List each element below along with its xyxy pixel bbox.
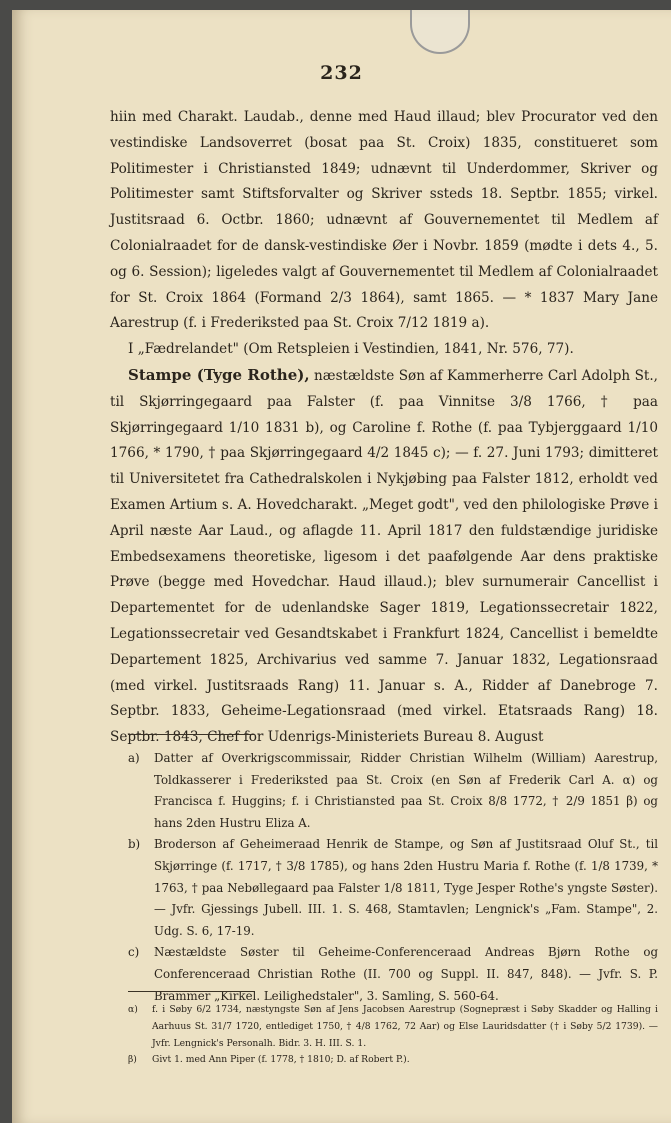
subnote-label: α) bbox=[128, 1004, 138, 1015]
footnote-divider bbox=[128, 734, 254, 735]
footnote-text: Datter af Overkrigscommissair, Ridder Christian Wilhelm (William) Aarestrup, Toldkasserer i Frederiksted paa St. Croix (en Søn af Frederik Carl A. α) og Francisca f. Huggins; f. i Christiansted paa St. Croix 8/8 1772, † 2/9 1851 β) og hans 2den Hustru Eliza A. bbox=[154, 751, 658, 830]
page-clip bbox=[410, 10, 470, 54]
footnote-text: Næstældste Søster til Geheime-Conferenceraad Andreas Bjørn Rothe og Conferenceraad Christian Rothe (II. 700 og Suppl. II. 847, 848). — Jvfr. S. P. Brammer „Kirkel. Leilighedstaler", 3. Samling, S. 560-64. bbox=[154, 945, 658, 1003]
footnote-b bbox=[128, 834, 658, 942]
footnotes bbox=[128, 748, 658, 1007]
entry-name: Stampe (Tyge Rothe), bbox=[128, 365, 310, 384]
footnote-label: c) bbox=[128, 945, 140, 960]
subnote-alpha bbox=[128, 1002, 658, 1052]
footnote-a bbox=[128, 748, 658, 834]
subnotes bbox=[128, 1002, 658, 1069]
paragraph-stampe bbox=[110, 363, 658, 751]
main-text bbox=[110, 105, 658, 751]
footnote-text: Broderson af Geheimeraad Henrik de Stampe, og Søn af Justitsraad Oluf St., til Skjørringe (f. 1717, † 3/8 1785), og hans 2den Hustru Maria f. Rothe (f. 1/8 1739, * 1763, † paa Nebøllegaard paa Falster 1/8 1811, Tyge Jesper Rothe's yngste Søster). — Jvfr. Gjessings Jubell. III. 1. S. 468, Stamtavlen; Lengnick's „Fam. Stampe", 2. Udg. S. 6, 17-19. bbox=[154, 837, 658, 938]
subnote-text: f. i Søby 6/2 1734, næstyngste Søn af Jens Jacobsen Aarestrup (Sognepræst i Søby Skadder og Halling i Aarhuus St. 31/7 1720, entlediget 1750, † 4/8 1762, 72 Aar) og Else Lauridsdatter († i Søby 5/2 1739). — Jvfr. Lengnick's Personalh. Bidr. 3. H. III. S. 1. bbox=[152, 1004, 658, 1049]
subnote-beta bbox=[128, 1052, 658, 1069]
footnote-label: b) bbox=[128, 837, 141, 852]
footnote-label: a) bbox=[128, 751, 140, 765]
book-page bbox=[12, 10, 671, 1123]
paragraph-reference: I „Fædrelandet" (Om Retspleien i Vestindien, 1841, Nr. 576, 77). bbox=[128, 341, 574, 358]
subnote-text: Givt 1. med Ann Piper (f. 1778, † 1810; D. af Robert P.). bbox=[152, 1054, 410, 1066]
page-number: 232 bbox=[320, 62, 363, 84]
subnote-label: β) bbox=[128, 1054, 137, 1066]
footnote-c bbox=[128, 942, 658, 1007]
entry-text: næstældste Søn af Kammerherre Carl Adolph St., til Skjørringegaard paa Falster (f. paa Vinnitse 3/8 1766, † paa Skjørringegaard 1/10 1831 b), og Caroline f. Rothe (f. paa Tybjerggaard 1/10 1766, * 1790, † paa Skjørringegaard 4/2 1845 c); — f. 27. Juni 1793; dimitteret til Universitetet fra Cathedralskolen i Nykjøbing paa Falster 1812, erholdt ved Examen Artium s. A. Hovedcharakt. „Meget godt", ved den philologiske Prøve i April næste Aar Laud., og aflagde 11. April 1817 den fuldstændige juridiske Embedsexamens theoretiske, ligesom i det paafølgende Aar dens praktiske Prøve (begge med Hovedchar. Haud illaud.); blev surnumerair Cancellist i Departementet for de udenlandske Sager 1819, Legationssecretair 1822, Legationssecretair ved Gesandtskabet i Frankfurt 1824, Cancellist i bemeldte Departement 1825, Archivarius ved samme 7. Januar 1832, Legationsraad (med virkel. Justitsraads Rang) 11. Januar s. A., Ridder af Danebroge 7. Septbr. 1833, Geheime-Legationsraad (med virkel. Etatsraads Rang) 18. Septbr. 1843, Chef for Udenrigs-Ministeriets Bureau 8. August bbox=[110, 367, 659, 746]
paragraph-aarestrup: hiin med Charakt. Laudab., denne med Haud illaud; blev Procurator ved den vestindiske Landsoverret (bosat paa St. Croix) 1835, constitueret som Politimester i Christiansted 1849; udnævnt til Underdommer, Skriver og Politimester samt Stiftsforvalter og Skriver ssteds 18. Septbr. 1855; virkel. Justitsraad 6. Octbr. 1860; udnævnt af Gouvernementet til Medlem af Colonialraadet for de dansk-vestindiske Øer i Novbr. 1859 (mødte i dets 4., 5. og 6. Session); ligeledes valgt af Gouvernementet til Medlem af Colonialraadet for St. Croix 1864 (Formand 2/3 1864), samt 1865. — * 1837 Mary Jane Aarestrup (f. i Frederiksted paa St. Croix 7/12 1819 a). bbox=[110, 109, 658, 332]
subnote-divider bbox=[128, 991, 254, 992]
